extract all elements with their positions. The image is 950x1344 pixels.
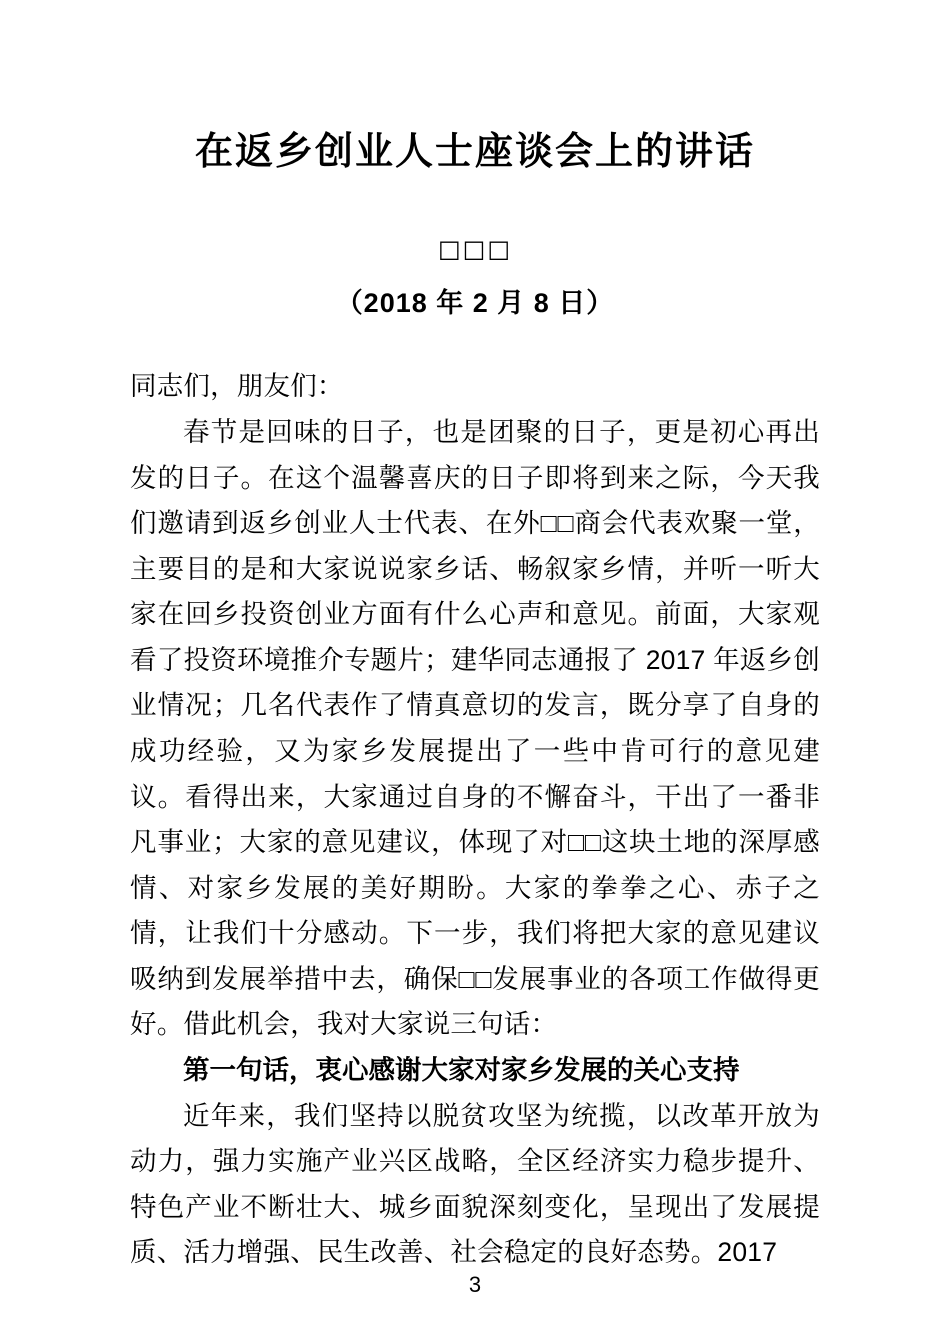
body-paragraph-1: 春节是回味的日子，也是团聚的日子，更是初心再出发的日子。在这个温馨喜庆的日子即将到来之际，今天我们邀请到返乡创业人士代表、在外□□商会代表欢聚一堂，主要目的是和大家说说家乡话、畅叙家乡情，并听一听大家在回乡投资创业方面有什么心声和意见。前面，大家观看了投资环境推介专题片；建华同志通报了 2017 年返乡创业情况；几名代表作了情真意切的发言，既分享了自身的成功经验，又为家乡发展提出了一些中肯可行的意见建议。看得出来，大家通过自身的不懈奋斗，干出了一番非凡事业；大家的意见建议，体现了对□□这块土地的深厚感情、对家乡发展的美好期盼。大家的拳拳之心、赤子之情，让我们十分感动。下一步，我们将把大家的意见建议吸纳到发展举措中去，确保□□发展事业的各项工作做得更好。借此机会，我对大家说三句话： [130, 416, 820, 1040]
section-heading: 第一句话，衷心感谢大家对家乡发展的关心支持 [183, 1055, 740, 1086]
page-number: 3 [468, 1272, 482, 1297]
document-date: （2018 年 2 月 8 日） [335, 288, 615, 319]
page-title: 在返乡创业人士座谈会上的讲话 [194, 131, 755, 173]
document-author: □□□ [437, 235, 513, 264]
salutation: 同志们，朋友们： [130, 371, 344, 402]
document-body [130, 364, 820, 1276]
body-paragraph-2: 近年来，我们坚持以脱贫攻坚为统揽，以改革开放为动力，强力实施产业兴区战略，全区经济实力稳步提升、特色产业不断壮大、城乡面貌深刻变化，呈现出了发展提质、活力增强、民生改善、社会稳定的良好态势。2017 [130, 1100, 820, 1268]
